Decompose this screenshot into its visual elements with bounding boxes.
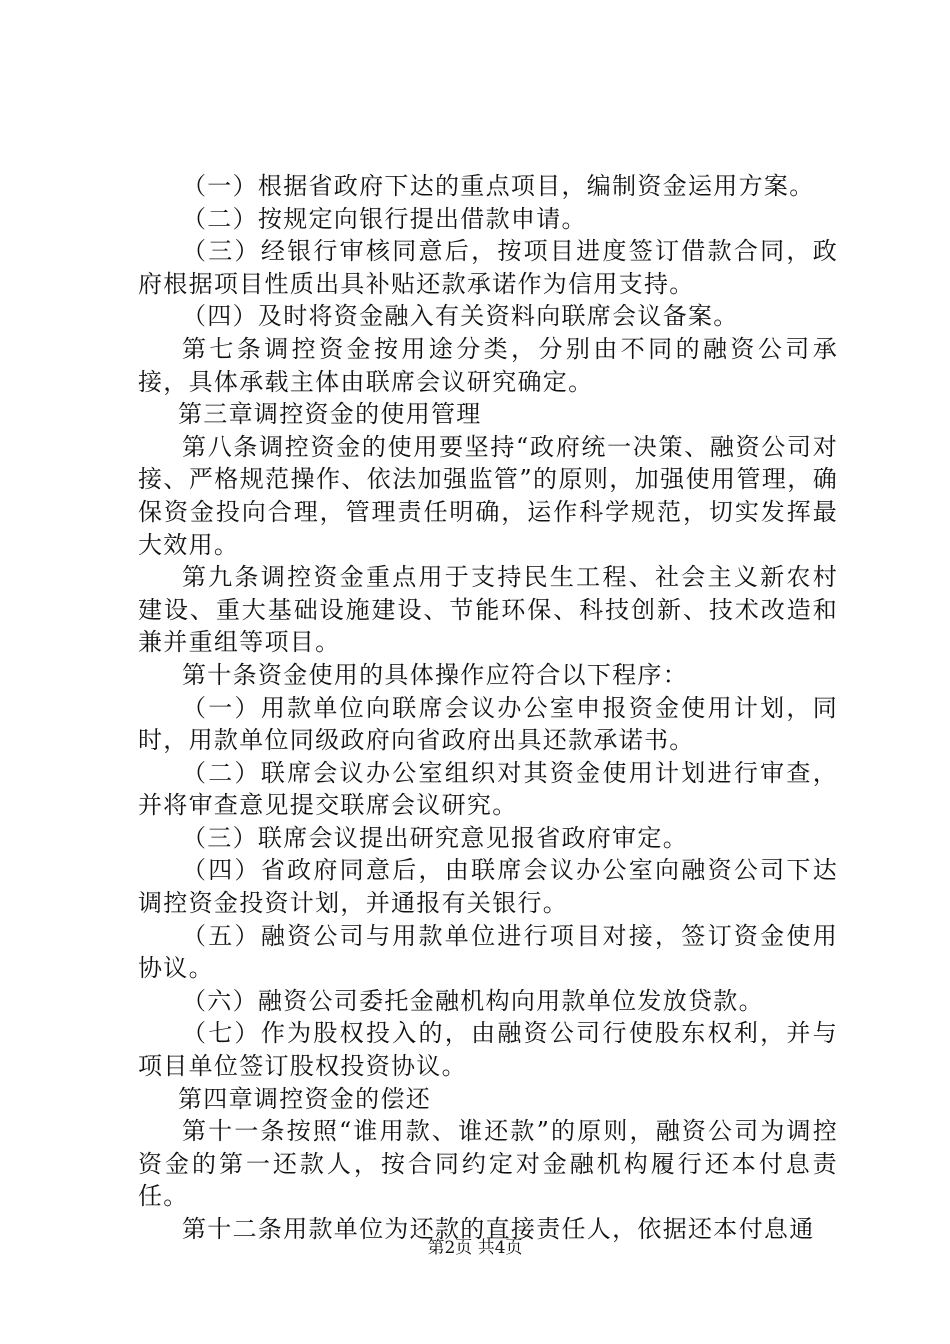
page-number-footer: 第2页 共4页	[427, 1238, 523, 1258]
article-paragraph: 第九条调控资金重点用于支持民生工程、社会主义新农村建设、重大基础设施建设、节能环保、科技创新、技术改造和兼并重组等项目。	[138, 563, 838, 657]
document-body	[138, 170, 838, 1246]
list-item: （三）联席会议提出研究意见报省政府审定。	[182, 823, 688, 852]
chapter-heading: 第四章调控资金的偿还	[178, 1084, 431, 1113]
chapter-heading: 第三章调控资金的使用管理	[178, 400, 482, 429]
article-paragraph: 第十条资金使用的具体操作应符合以下程序：	[182, 660, 688, 689]
list-item: （一）根据省政府下达的重点项目，编制资金运用方案。	[182, 172, 815, 200]
list-item: （六）融资公司委托金融机构向用款单位发放贷款。	[182, 986, 764, 1015]
list-item: （四）及时将资金融入有关资料向联席会议备案。	[182, 302, 739, 331]
list-item: （七）作为股权投入的，由融资公司行使股东权利，并与项目单位签订股权投资协议。	[138, 1019, 838, 1081]
list-item: （五）融资公司与用款单位进行项目对接，签订资金使用协议。	[138, 921, 838, 983]
list-item: （二）按规定向银行提出借款申请。	[182, 204, 587, 233]
article-paragraph: 第十二条用款单位为还款的直接责任人，依据还本付息通	[182, 1215, 815, 1243]
list-item: （三）经银行审核同意后，按项目进度签订借款合同，政府根据项目性质出具补贴还款承诺作为信用支持。	[138, 237, 838, 298]
article-paragraph: 第七条调控资金按用途分类，分别由不同的融资公司承接，具体承载主体由联席会议研究确定。	[138, 334, 838, 396]
list-item: （二）联席会议办公室组织对其资金使用计划进行审查，并将审查意见提交联席会议研究。	[138, 758, 838, 820]
list-item: （四）省政府同意后，由联席会议办公室向融资公司下达调控资金投资计划，并通报有关银行。	[138, 856, 838, 918]
article-paragraph: 第十一条按照“谁用款、谁还款”的原则，融资公司为调控资金的第一还款人，按合同约定对金融机构履行还本付息责任。	[138, 1117, 838, 1211]
article-paragraph: 第八条调控资金的使用要坚持“政府统一决策、融资公司对接、严格规范操作、依法加强监管”的原则，加强使用管理，确保资金投向合理，管理责任明确，运作科学规范，切实发挥最大效用。	[138, 432, 838, 559]
list-item: （一）用款单位向联席会议办公室申报资金使用计划，同时，用款单位同级政府向省政府出具还款承诺书。	[138, 693, 838, 755]
